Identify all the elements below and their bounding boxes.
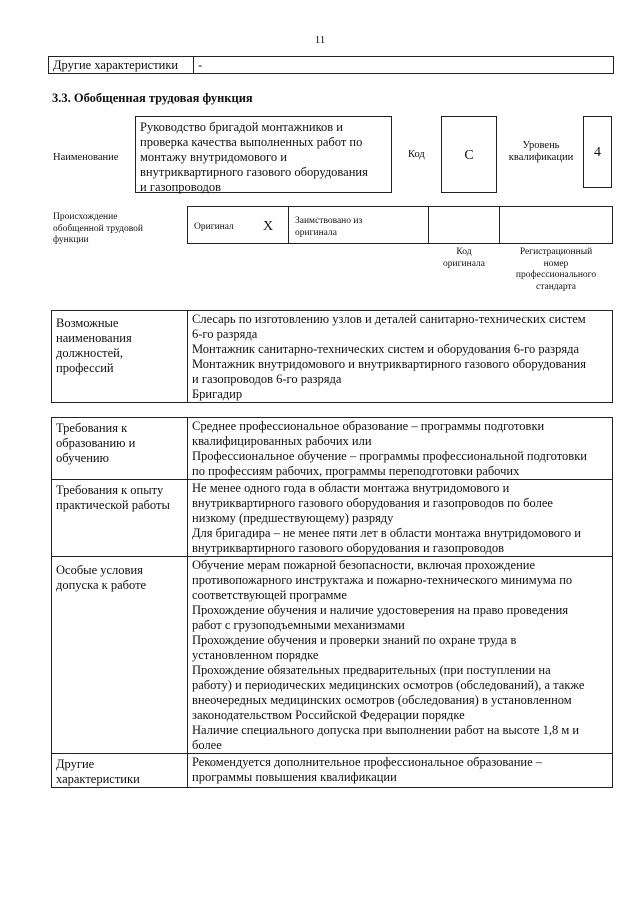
reg-number-caption-line: Регистрационный: [519, 247, 593, 257]
original-mark: X: [263, 219, 274, 234]
requirement-value-line: соответствующей программе: [192, 588, 347, 602]
qualification-level-box: [583, 116, 612, 188]
requirement-label-line: образованию и: [56, 436, 136, 450]
origin-label-line: Происхождение: [53, 212, 118, 222]
position-line: 6-го разряда: [192, 327, 258, 341]
requirement-value-cell: [188, 557, 613, 754]
requirement-value-cell: [188, 754, 613, 788]
page-number: 11: [314, 34, 326, 46]
table-row: [52, 754, 613, 788]
other-characteristics-top-table: [48, 56, 614, 74]
requirement-value-line: по профессиям рабочих, программы переподготовки рабочих: [192, 464, 520, 478]
other-characteristics-value: -: [194, 57, 614, 74]
requirement-value-line: установленном порядке: [192, 648, 319, 662]
origin-label-line: функции: [53, 235, 89, 245]
table-row: [52, 480, 613, 557]
qualification-level-value: 4: [594, 145, 601, 160]
requirement-value-line: квалифицированных рабочих или: [192, 434, 372, 448]
requirement-value-line: Рекомендуется дополнительное профессиональное образование –: [192, 755, 543, 769]
reg-number-caption-line: стандарта: [536, 281, 576, 292]
function-name-line: проверка качества выполненных работ по: [140, 135, 363, 149]
positions-label-line: наименования: [56, 331, 132, 345]
code-value: C: [464, 148, 474, 163]
requirement-value-line: Профессиональное обучение – программы профессиональной подготовки: [192, 449, 587, 463]
requirement-value-cell: [188, 480, 613, 557]
requirement-value-line: Прохождение обучения и проверки знаний по охране труда в: [192, 633, 517, 647]
requirement-value-line: Для бригадира – не менее пяти лет в области монтажа внутридомового и: [192, 526, 581, 540]
requirement-value-line: внутриквартирного газового оборудования и газопроводов по более: [192, 496, 553, 510]
borrowed-label-line: Заимствовано из: [295, 216, 363, 226]
qualification-level-label-line: квалификации: [508, 152, 574, 163]
reg-number-caption-line: номер: [543, 258, 569, 269]
requirement-label-line: обучению: [56, 451, 109, 465]
requirements-table: [51, 417, 613, 788]
positions-value-cell: [188, 311, 613, 403]
reg-number-caption-line: профессионального: [515, 270, 597, 280]
positions-label-cell: [52, 311, 188, 403]
requirement-value-line: Прохождение обязательных предварительных (при поступлении на: [192, 663, 551, 677]
positions-label-line: профессий: [56, 361, 114, 375]
position-line: Монтажник внутридомового и внутриквартирного газового оборудования: [192, 357, 586, 371]
origin-original-cell: [187, 206, 289, 244]
position-line: Монтажник санитарно-технических систем и оборудования 6-го разряда: [192, 342, 580, 356]
qualification-level-label-line: Уровень: [522, 140, 560, 151]
requirement-value-line: Не менее одного года в области монтажа внутридомового и: [192, 481, 510, 495]
function-name-box: [135, 116, 392, 193]
requirement-value-line: работу) и периодических медицинских осмотров (обследований), а также: [192, 678, 585, 692]
name-label: Наименование: [53, 152, 119, 163]
requirement-value-cell: [188, 418, 613, 480]
table-row: [52, 557, 613, 754]
requirement-value-line: противопожарного инструктажа и пожарно-технического минимума по: [192, 573, 573, 587]
section-heading: 3.3. Обобщенная трудовая функция: [52, 91, 253, 105]
position-line: и газопроводов 6-го разряда: [192, 372, 342, 386]
requirement-label-line: Особые условия: [56, 563, 143, 577]
origin-label: [53, 212, 143, 247]
function-name-line: и газопроводов: [140, 180, 222, 194]
requirement-label-cell: [52, 418, 188, 480]
position-line: Слесарь по изготовлению узлов и деталей санитарно-технических систем: [192, 312, 586, 326]
origin-code-cell: [428, 206, 500, 244]
positions-label-line: должностей,: [56, 346, 123, 360]
qualification-level-label: [504, 140, 578, 164]
requirement-label-line: характеристики: [56, 772, 140, 786]
requirement-label-cell: [52, 557, 188, 754]
requirement-value-line: более: [192, 738, 222, 752]
origin-label-line: обобщенной трудовой: [53, 223, 143, 234]
requirement-label-cell: [52, 480, 188, 557]
requirement-value-line: Среднее профессиональное образование – программы подготовки: [192, 419, 545, 433]
requirement-label-cell: [52, 754, 188, 788]
positions-table: [51, 310, 613, 403]
requirement-label-line: допуска к работе: [56, 578, 147, 592]
requirement-value-line: низкому (предшествующему) разряду: [192, 511, 394, 525]
original-code-caption-line: оригинала: [443, 258, 485, 269]
requirement-label-line: Требования к опыту: [56, 483, 164, 497]
function-name-line: внутриквартирного газового оборудования: [140, 165, 368, 179]
borrowed-label-line: оригинала: [295, 227, 337, 238]
reg-number-caption: [499, 247, 613, 293]
code-value-box: [441, 116, 497, 193]
original-code-caption-line: Код: [456, 247, 472, 257]
requirement-value-line: программы повышения квалификации: [192, 770, 397, 784]
function-name-line: Руководство бригадой монтажников и: [140, 120, 343, 134]
origin-borrowed-cell: [288, 206, 429, 244]
original-code-caption: [428, 247, 500, 270]
requirement-value-line: Наличие специального допуска при выполнении работ на высоте 1,8 м и: [192, 723, 580, 737]
table-row: [52, 418, 613, 480]
requirement-value-line: внутриквартирного газового оборудования и газопроводов: [192, 541, 504, 555]
requirement-value-line: внеочередных медицинских осмотров (обследования) в установленном: [192, 693, 572, 707]
positions-label-line: Возможные: [56, 316, 119, 330]
original-label: Оригинал: [194, 222, 234, 232]
other-characteristics-label: Другие характеристики: [49, 57, 194, 74]
origin-reg-number-cell: [499, 206, 613, 244]
requirement-label-line: Другие: [56, 757, 95, 771]
requirement-label-line: практической работы: [56, 498, 170, 512]
requirement-label-line: Требования к: [56, 421, 128, 435]
requirement-value-line: работ с грузоподъемными механизмами: [192, 618, 405, 632]
requirement-value-line: законодательством Российской Федерации порядке: [192, 708, 465, 722]
requirement-value-line: Прохождение обучения и наличие удостоверения на право проведения: [192, 603, 569, 617]
position-line: Бригадир: [192, 387, 243, 401]
code-label: Код: [408, 149, 425, 160]
requirement-value-line: Обучение мерам пожарной безопасности, включая прохождение: [192, 558, 535, 572]
function-name-line: монтажу внутридомового и: [140, 150, 287, 164]
